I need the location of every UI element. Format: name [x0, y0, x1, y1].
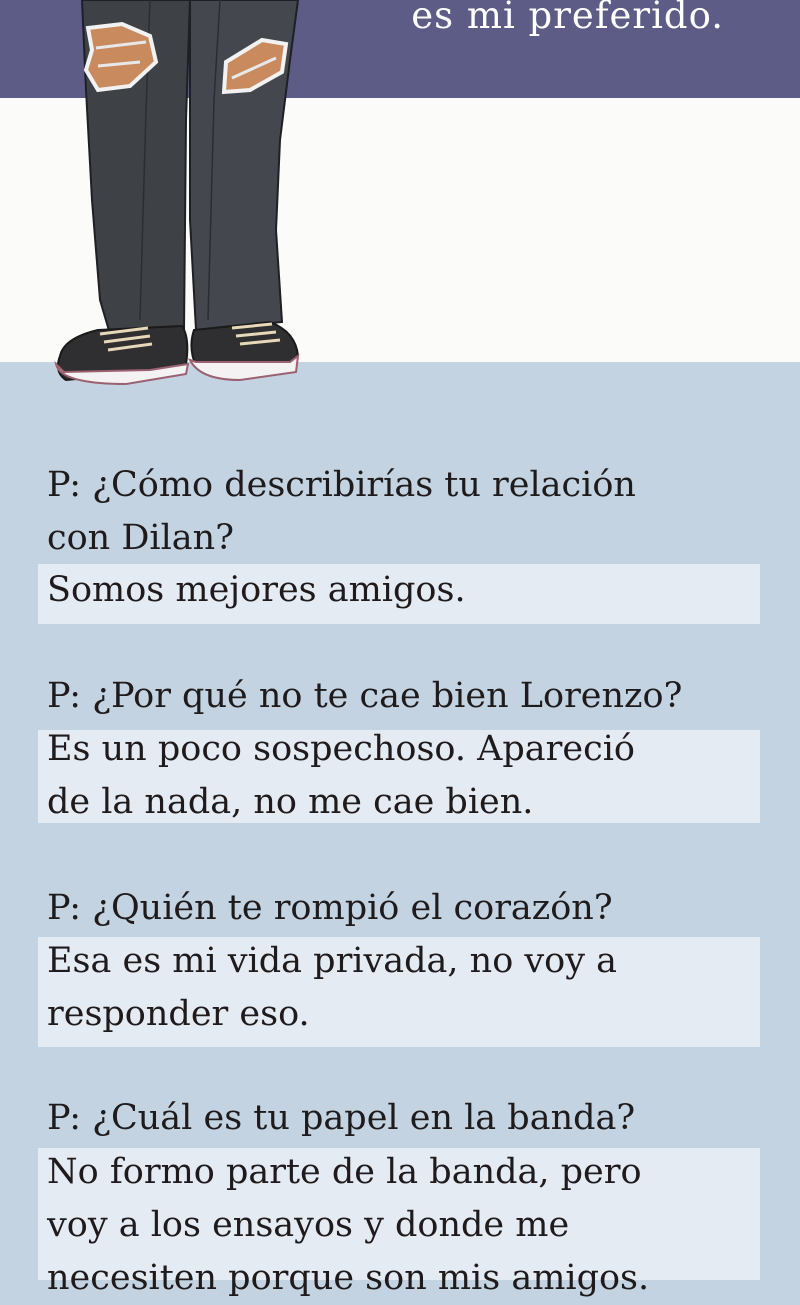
question-3	[47, 882, 613, 935]
question-3-line-1: P: ¿Quién te rompió el corazón?	[47, 888, 613, 928]
question-1-line-1: P: ¿Cómo describirías tu relación	[47, 465, 636, 505]
answer-1	[47, 564, 466, 617]
answer-4-line-2: voy a los ensayos y donde me	[47, 1205, 570, 1245]
answer-2-box	[38, 730, 760, 823]
question-2-line-1: P: ¿Por qué no te cae bien Lorenzo?	[47, 676, 683, 716]
answer-3-line-1: Esa es mi vida privada, no voy a	[47, 941, 618, 981]
answer-1-box	[38, 564, 760, 624]
caption-text: es mi preferido.	[411, 0, 724, 37]
answer-4	[47, 1146, 649, 1305]
answer-3-line-2: responder eso.	[47, 994, 310, 1034]
question-4	[47, 1092, 635, 1145]
answer-3-box	[38, 937, 760, 1047]
answer-3	[47, 935, 617, 1041]
question-4-line-1: P: ¿Cuál es tu papel en la banda?	[47, 1098, 636, 1138]
question-1-line-2: con Dilan?	[47, 518, 234, 558]
question-1	[47, 459, 636, 565]
character-legs-illustration	[0, 0, 320, 400]
answer-4-box	[38, 1148, 760, 1298]
answer-2-line-1: Es un poco sospechoso. Apareció	[47, 729, 635, 769]
answer-4-line-1: No formo parte de la banda, pero	[47, 1152, 642, 1192]
answer-2-line-2: de la nada, no me cae bien.	[47, 782, 534, 822]
answer-4-line-3: necesiten porque son mis amigos.	[47, 1258, 650, 1298]
answer-1-line-1: Somos mejores amigos.	[47, 570, 466, 610]
question-2	[47, 670, 682, 723]
answer-2	[47, 723, 635, 829]
